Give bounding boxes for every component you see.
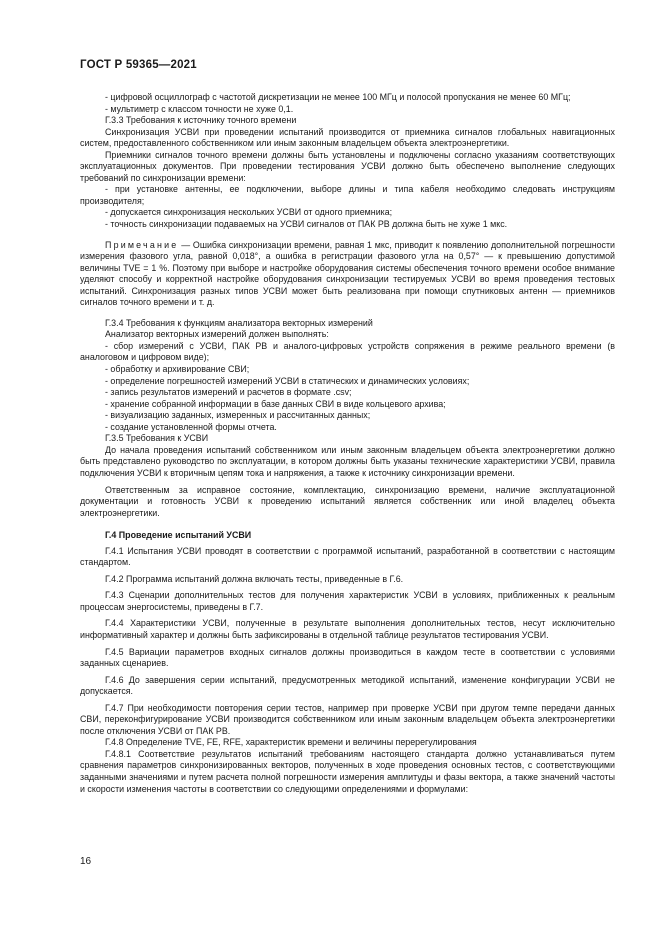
paragraph: Анализатор векторных измерений должен выполнять: [105,329,329,340]
paragraph: - цифровой осциллограф с частотой дискретизации не менее 100 МГц и полосой пропускания не менее 60 МГц; [105,92,571,102]
paragraph: - мультиметр с классом точности не хуже 0,1. [105,103,294,114]
section-heading: Г.4 Проведение испытаний УСВИ [105,530,252,541]
paragraph: Г.4.3 Сценарии дополнительных тестов для получения характеристик УСВИ в условиях, приближенных к реальным процессам энергосистемы, приведены в Г.7. [80,590,615,612]
list-item: - при установке антенны, ее подключении, выборе длины и типа кабеля необходимо следовать инструкциям производителя; [80,184,615,206]
paragraph: Г.4.5 Вариации параметров входных сигналов должны производиться в каждом тесте в соответствии с условиями заданных сценариев. [80,646,615,669]
list-item: - хранение собранной информации в базе данных СВИ в виде кольцевого архива; [105,398,446,409]
note [80,240,615,309]
list-item: - создание установленной формы отчета. [105,421,277,432]
document-header: ГОСТ Р 59365—2021 [80,59,197,71]
paragraph: Г.4.8.1 Соответствие результатов испытаний требованиям настоящего стандарта должно устанавливаться путем сравнения параметров синхронизированных векторов, полученных в ходе проведения основных тестов, с соответствующими заданными значениями и путем расчета полной погрешности измерения амплитуды и фазы вектора, а также значений частоты и скорости изменения частоты в соответствии со следующими определениями и формулами: [80,748,615,794]
subsection-heading: Г.3.5 Требования к УСВИ [105,433,209,444]
page-number: 16 [80,856,92,867]
list-item: - допускается синхронизация нескольких УСВИ от одного приемника; [105,207,393,218]
page-body [80,92,615,795]
subsection-heading: Г.3.3 Требования к источнику точного времени [105,115,297,126]
paragraph: Г.4.7 При необходимости повторения серии тестов, например при проверке УСВИ при другом темпе передачи данных СВИ, переконфигурирование УСВИ производится собственником или иным законным владельцем объекта электроэнергетики после отключения УСВИ от ПАК РВ. [80,702,615,736]
list-item: - запись результатов измерений и расчетов в формате .csv; [105,387,352,398]
subsection-heading: Г.4.8 Определение TVE, FE, RFE, характеристик времени и величины перерегулирования [105,737,477,748]
paragraph: До начала проведения испытаний собственником или иным законным владельцем объекта электроэнергетики должно быть представлено руководство по эксплуатации, в котором должны быть указаны технические характеристики УСВИ, правила подключения УСВИ к вторичным цепям тока и напряжения, а также к источнику синхронизации времени. [80,444,615,478]
paragraph: Синхронизация УСВИ при проведении испытаний производится от приемника сигналов глобальных навигационных систем, предоставленного собственником или иным законным владельцем объекта электроэнергетики. [80,126,615,149]
note-label: Примечание [105,239,179,250]
list-item: - определение погрешностей измерений УСВИ в статических и динамических условиях; [105,375,470,386]
paragraph: Г.4.1 Испытания УСВИ проводят в соответствии с программой испытаний, разработанной в соответствии с настоящим стандартом. [80,545,615,568]
list-item: - визуализацию заданных, измеренных и рассчитанных данных; [105,410,371,421]
paragraph: Г.4.2 Программа испытаний должна включать тесты, приведенные в Г.6. [105,573,404,584]
subsection-heading: Г.3.4 Требования к функциям анализатора векторных измерений [105,317,373,328]
paragraph: Г.4.4 Характеристики УСВИ, полученные в результате выполнения дополнительных тестов, несут исключительно информативный характер и должны быть зафиксированы в отдельной таблице результатов тестирования УСВИ. [80,618,615,640]
list-item: - точность синхронизации подаваемых на УСВИ сигналов от ПАК РВ должна быть не хуже 1 мкс. [105,219,508,230]
paragraph: Ответственным за исправное состояние, комплектацию, синхронизацию времени, наличие эксплуатационной документации и готовность УСВИ к проведению испытаний является собственник или иной владелец объекта электроэнергетики. [80,484,615,518]
paragraph: Г.4.6 До завершения серии испытаний, предусмотренных методикой испытаний, изменение конфигурации УСВИ не допускается. [80,674,615,697]
paragraph: Приемники сигналов точного времени должны быть установлены и подключены согласно указаниям соответствующих эксплуатационных документов. При проведении тестирования УСВИ должно быть обеспечено выполнение следующих требований по синхронизации времени: [80,149,615,183]
list-item: - сбор измерений с УСВИ, ПАК РВ и аналого-цифровых устройств сопряжения в режиме реального времени (в аналоговом и цифровом виде); [80,340,615,363]
list-item: - обработку и архивирование СВИ; [105,364,250,375]
note-text: — Ошибка синхронизации времени, равная 1 мкс, приводит к появлению дополнительной погрешности измерения фазового угла, равной 0,018°, а ошибка в регистрации фазового угла на 0,57° — к превышению допустимой величины TVE = 1 %. Поэтому при выборе и настройке оборудования системы обеспечения точного времени особое внимание уделяют способу и корректной настройке оборудования синхронизации тестируемых УСВИ во время проведения тестовых испытаний. Синхронизация разных типов УСВИ может быть реализована при помощи спутниковых антенн — приемников сигналов точного времени и т. д. [80,239,615,308]
